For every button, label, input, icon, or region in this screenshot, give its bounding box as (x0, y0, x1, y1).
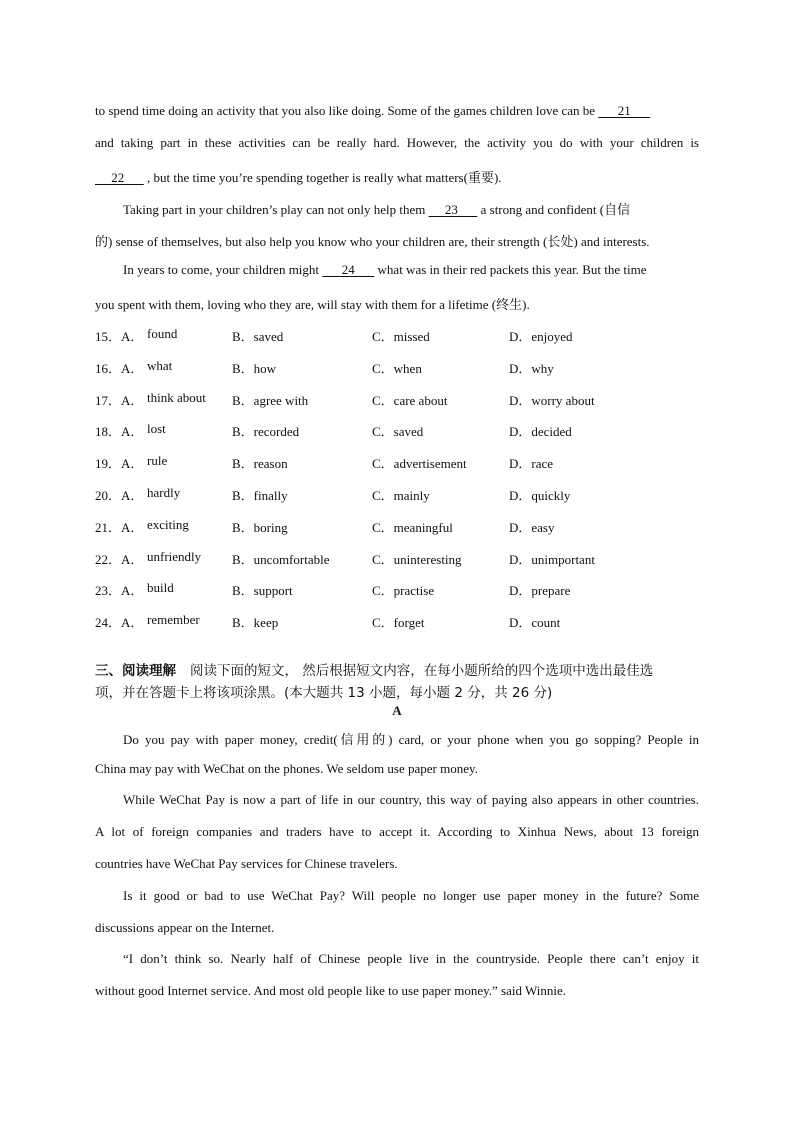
option-c: C．saved (372, 424, 424, 439)
text: , but the time you’re spending together is really what matters(重要). (143, 170, 502, 185)
option-d: D．enjoyed (509, 329, 573, 344)
option-c: C．advertisement (372, 456, 467, 471)
question-number: 16．A． (95, 361, 144, 376)
blank-22: 22 (95, 170, 144, 185)
blank-23: 23 (428, 202, 478, 217)
section-instructions-1: 阅读下面的短文， 然后根据短文内容，在每小题所给的四个选项中选出最佳选 (190, 663, 654, 679)
option-c: C．practise (372, 583, 435, 598)
option-a: unfriendly (147, 549, 202, 564)
passage-line-2: and taking part in these activities can be really hard. However, the activity you do with your children is (95, 135, 699, 150)
option-b: B．reason (232, 456, 288, 471)
question-number: 24．A． (95, 615, 144, 630)
text: what was in their red packets this year. But the time (374, 262, 647, 277)
passage-line-6 (123, 262, 699, 278)
text: to spend time doing an activity that you also like doing. Some of the games children love can be (95, 103, 599, 118)
option-d: D．why (509, 361, 554, 376)
option-d: D．prepare (509, 583, 571, 598)
option-b: B．agree with (232, 393, 309, 408)
question-number: 22．A． (95, 552, 144, 567)
passage-label: A (392, 703, 402, 718)
option-a: what (147, 358, 173, 373)
option-b: B．finally (232, 488, 288, 503)
passage-line-1 (95, 103, 699, 119)
section-title: 三、阅读理解 (95, 663, 176, 679)
option-d: D．count (509, 615, 561, 630)
option-b: B．uncomfortable (232, 552, 330, 567)
option-c: C．mainly (372, 488, 430, 503)
section-heading (95, 659, 699, 679)
option-c: C．uninteresting (372, 552, 462, 567)
option-d: D．quickly (509, 488, 571, 503)
option-b: B．how (232, 361, 277, 376)
option-a: build (147, 580, 174, 595)
reading-line-7: discussions appear on the Internet. (95, 920, 275, 935)
option-a: found (147, 326, 178, 341)
option-b: B．keep (232, 615, 279, 630)
option-d: D．worry about (509, 393, 595, 408)
passage-line-4 (123, 199, 699, 218)
option-a: remember (147, 612, 200, 627)
question-number: 17．A． (95, 393, 144, 408)
question-number: 21．A． (95, 520, 144, 535)
question-number: 18．A． (95, 424, 144, 439)
reading-line-2: China may pay with WeChat on the phones. We seldom use paper money. (95, 761, 478, 776)
option-d: D．race (509, 456, 554, 471)
option-a: rule (147, 453, 168, 468)
option-c: C．missed (372, 329, 430, 344)
option-b: B．boring (232, 520, 288, 535)
blank-21: 21 (598, 103, 651, 118)
reading-line-5: countries have WeChat Pay services for Chinese travelers. (95, 856, 398, 871)
option-d: D．decided (509, 424, 572, 439)
option-a: lost (147, 421, 166, 436)
question-number: 15．A． (95, 329, 144, 344)
option-b: B．recorded (232, 424, 300, 439)
option-d: D．unimportant (509, 552, 595, 567)
option-c: C．when (372, 361, 422, 376)
text: In years to come, your children might (123, 262, 323, 277)
text: Taking part in your children’s play can not only help them (123, 202, 429, 217)
option-a: exciting (147, 517, 189, 532)
option-c: C．meaningful (372, 520, 453, 535)
passage-line-7: you spent with them, loving who they are, will stay with them for a lifetime (终生). (95, 297, 530, 312)
question-number: 19．A． (95, 456, 144, 471)
reading-line-4: A lot of foreign companies and traders have to accept it. According to Xinhua News, about 13 foreign (95, 824, 699, 839)
blank-24: 24 (322, 262, 375, 277)
text: a strong and confident (自信 (477, 202, 631, 217)
option-c: C．care about (372, 393, 448, 408)
option-d: D．easy (509, 520, 555, 535)
reading-line-6: Is it good or bad to use WeChat Pay? Will people no longer use paper money in the future? Some (123, 888, 699, 903)
passage-line-3 (95, 167, 699, 186)
option-a: hardly (147, 485, 181, 500)
question-number: 20．A． (95, 488, 144, 503)
option-b: B．saved (232, 329, 284, 344)
section-instructions-2: 项，并在答题卡上将该项涂黑。(本大题共 13 小题，每小题 2 分，共 26 分) (95, 685, 553, 701)
option-a: think about (147, 390, 206, 405)
option-c: C．forget (372, 615, 425, 630)
option-b: B．support (232, 583, 293, 598)
reading-line-9: without good Internet service. And most old people like to use paper money.” said Winnie. (95, 983, 566, 998)
reading-line-3: While WeChat Pay is now a part of life in our country, this way of paying also appears in other countries. (123, 792, 699, 807)
question-number: 23．A． (95, 583, 144, 598)
reading-line-8: “I don’t think so. Nearly half of Chinese people live in the countryside. People there can’t enjoy it (123, 951, 699, 966)
passage-line-5: 的) sense of themselves, but also help you know who your children are, their strength (长处) and interests. (95, 234, 650, 249)
reading-line-1: Do you pay with paper money, credit(信用的) card, or your phone when you go sopping? People in (123, 732, 699, 747)
